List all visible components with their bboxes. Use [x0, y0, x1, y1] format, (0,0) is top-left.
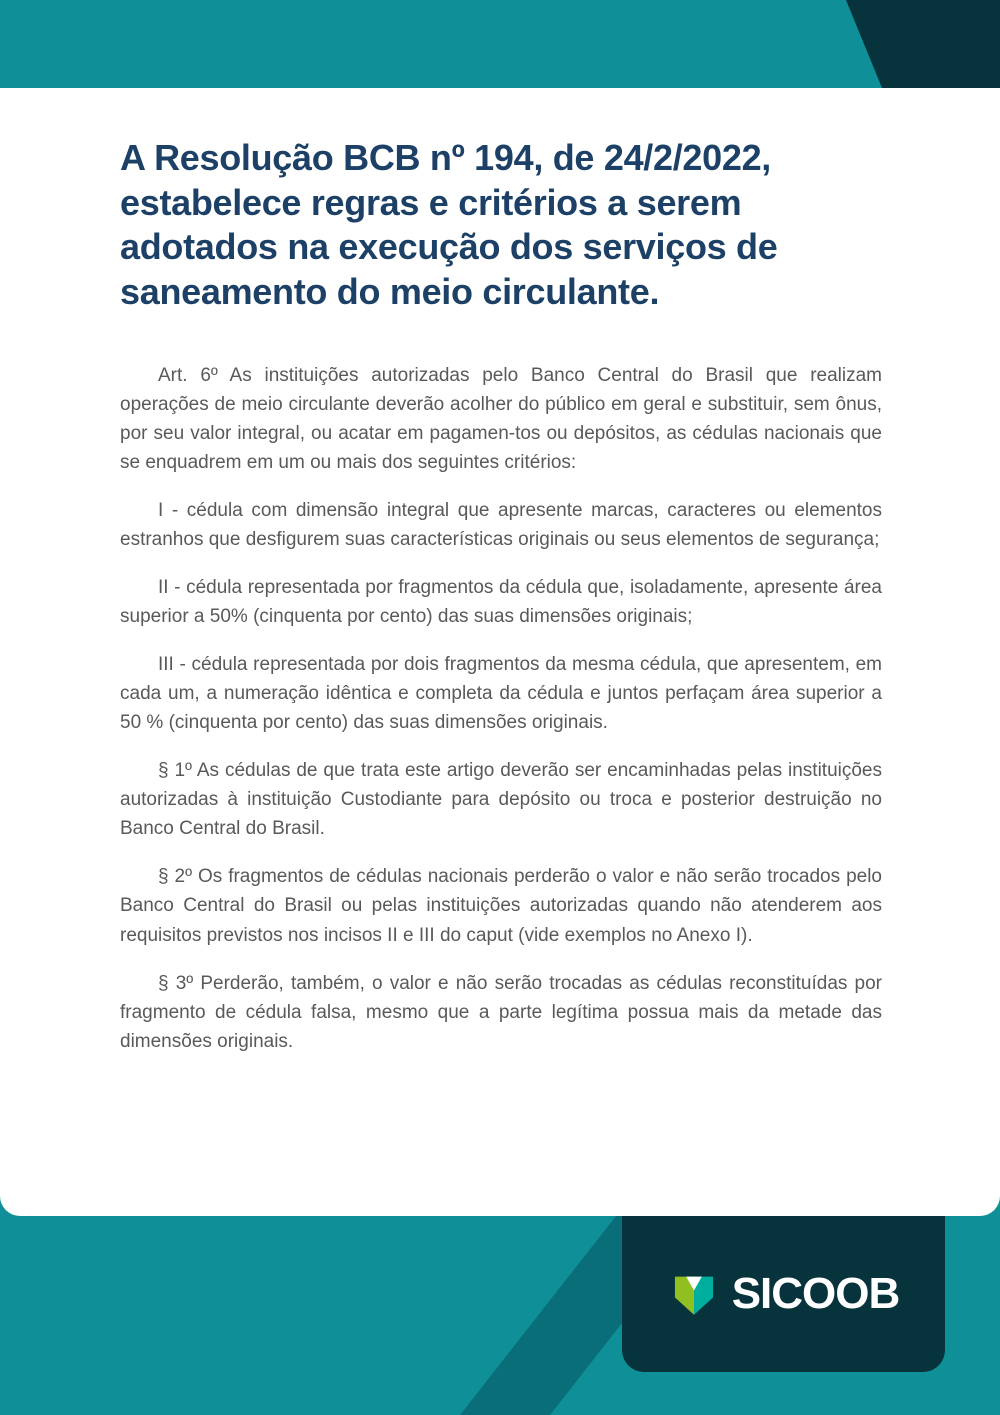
sicoob-logo-icon — [668, 1268, 720, 1320]
body-paragraph: I - cédula com dimensão integral que apresente marcas, caracteres ou elementos estranhos que desfigurem suas características originais ou seus elementos de segurança; — [120, 499, 882, 550]
body-paragraph: Art. 6º As instituições autorizadas pelo Banco Central do Brasil que realizam operações de meio circulante deverão acolher do público em geral e substituir, sem ônus, por seu valor integral, ou acatar em pagamen-tos ou depósitos, as cédulas nacionais que se enquadrem em um ou mais dos seguintes critérios: — [120, 364, 882, 473]
body-paragraph: § 1º As cédulas de que trata este artigo deverão ser encaminhadas pelas instituições autorizadas à instituição Custodiante para depósito ou troca e posterior destruição no Banco Central do Brasil. — [120, 760, 882, 840]
sicoob-logo-text: SICOOB — [731, 1269, 900, 1318]
body-text — [120, 361, 882, 1056]
body-paragraph: § 3º Perderão, também, o valor e não serão trocadas as cédulas reconstituídas por fragmento de cédula falsa, mesmo que a parte legítima possua mais da metade das dimensões originais. — [120, 972, 882, 1052]
top-right-corner-shape — [840, 0, 1000, 88]
body-paragraph: III - cédula representada por dois fragmentos da mesma cédula, que apresentem, em cada um, a numeração idêntica e completa da cédula e juntos perfaçam área superior a 50 % (cinquenta por cento) das suas dimensões originais. — [120, 654, 882, 734]
content-card — [0, 88, 1000, 1216]
content-area — [120, 136, 882, 1075]
footer-logo-panel — [622, 1216, 945, 1372]
body-paragraph: § 2º Os fragmentos de cédulas nacionais perderão o valor e não serão trocados pelo Banco Central do Brasil ou pelas instituições autorizadas quando não atenderem aos requisitos previstos nos incisos II e III do caput (vide exemplos no Anexo I). — [120, 866, 882, 946]
page-title: A Resolução BCB nº 194, de 24/2/2022, estabelece regras e critérios a serem adotados na execução dos serviços de saneamento do meio circulante. — [120, 137, 778, 312]
body-paragraph: II - cédula representada por fragmentos da cédula que, isoladamente, apresente área superior a 50% (cinquenta por cento) das suas dimensões originais; — [120, 576, 882, 627]
